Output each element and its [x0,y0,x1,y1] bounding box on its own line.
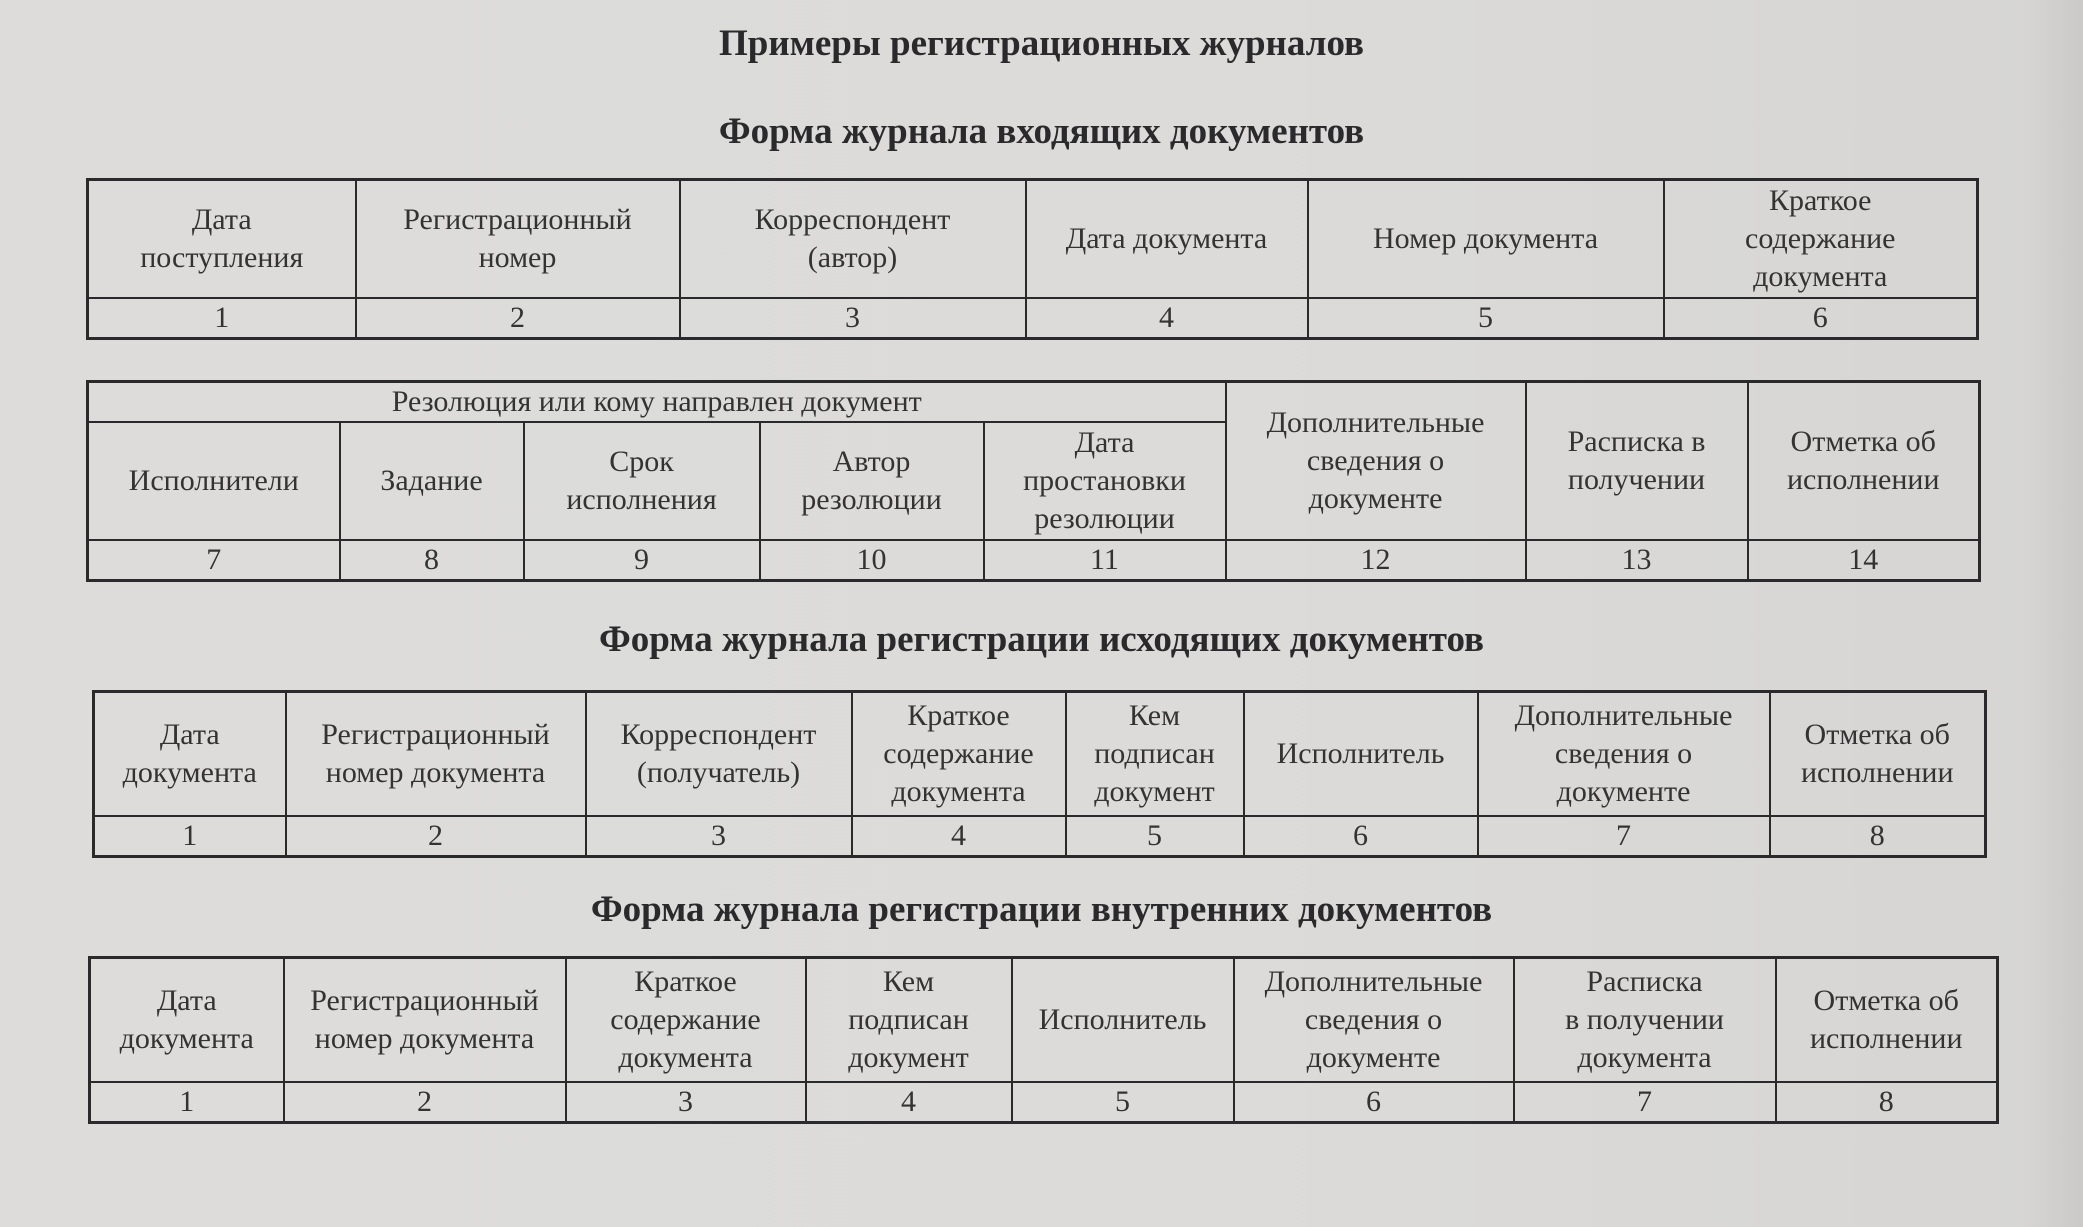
column-number: 3 [586,816,852,857]
column-number: 6 [1234,1082,1514,1123]
column-number: 3 [680,298,1026,339]
column-number: 10 [760,540,984,581]
header-cell: Дата поступления [88,180,356,298]
header-cell: Дата документа [1026,180,1308,298]
header-cell: Дополнительные сведения о документе [1478,692,1770,816]
header-cell: Исполнитель [1012,958,1234,1082]
internal-journal-title: Форма журнала регистрации внутренних документов [590,889,1493,930]
column-number: 9 [524,540,760,581]
column-number: 7 [1478,816,1770,857]
header-cell: Исполнитель [1244,692,1478,816]
incoming-table-1 [86,178,1979,340]
column-number: 2 [356,298,680,339]
header-cell: Кем подписан документ [806,958,1012,1082]
column-number: 5 [1066,816,1244,857]
header-cell: Регистрационный номер [356,180,680,298]
column-number: 1 [90,1082,284,1123]
column-number: 3 [566,1082,806,1123]
header-cell: Дополнительные сведения о документе [1234,958,1514,1082]
column-number: 12 [1226,540,1526,581]
column-number: 11 [984,540,1226,581]
column-number: 8 [1770,816,1986,857]
column-number: 8 [1776,1082,1998,1123]
column-number: 4 [806,1082,1012,1123]
header-cell: Дата документа [94,692,286,816]
header-cell: Срок исполнения [524,422,760,540]
outgoing-journal-title: Форма журнала регистрации исходящих документов [598,619,1485,660]
header-cell: Дополнительные сведения о документе [1226,382,1526,541]
header-cell: Корреспондент (автор) [680,180,1026,298]
header-cell: Номер документа [1308,180,1664,298]
incoming-table-2 [86,380,1981,582]
column-number: 14 [1748,540,1980,581]
column-number: 7 [88,540,340,581]
header-cell: Дата простановки резолюции [984,422,1226,540]
column-number: 8 [340,540,524,581]
column-number: 5 [1308,298,1664,339]
header-cell: Кем подписан документ [1066,692,1244,816]
incoming-journal-title: Форма журнала входящих документов [718,111,1365,152]
column-number: 4 [1026,298,1308,339]
column-number: 13 [1526,540,1748,581]
header-cell: Краткое содержание документа [1664,180,1978,298]
header-cell: Отметка об исполнении [1770,692,1986,816]
column-number: 6 [1244,816,1478,857]
page-edge-shadow [2023,0,2083,1227]
header-cell: Исполнители [88,422,340,540]
header-cell: Дата документа [90,958,284,1082]
header-cell: Корреспондент (получатель) [586,692,852,816]
header-cell: Задание [340,422,524,540]
outgoing-table [92,690,1987,858]
header-cell: Регистрационный номер документа [284,958,566,1082]
header-cell: Отметка об исполнении [1776,958,1998,1082]
header-cell: Краткое содержание документа [566,958,806,1082]
column-number: 5 [1012,1082,1234,1123]
column-number: 6 [1664,298,1978,339]
header-cell: Расписка в получении [1526,382,1748,541]
header-cell: Отметка об исполнении [1748,382,1980,541]
header-cell: Расписка в получении документа [1514,958,1776,1082]
column-number: 4 [852,816,1066,857]
column-number: 7 [1514,1082,1776,1123]
header-cell: Краткое содержание документа [852,692,1066,816]
internal-table [88,956,1999,1124]
page-title: Примеры регистрационных журналов [718,23,1365,64]
column-number: 1 [88,298,356,339]
column-number: 2 [284,1082,566,1123]
column-number: 1 [94,816,286,857]
column-number: 2 [286,816,586,857]
header-cell: Автор резолюции [760,422,984,540]
resolution-group-header: Резолюция или кому направлен документ [88,382,1226,423]
header-cell: Регистрационный номер документа [286,692,586,816]
